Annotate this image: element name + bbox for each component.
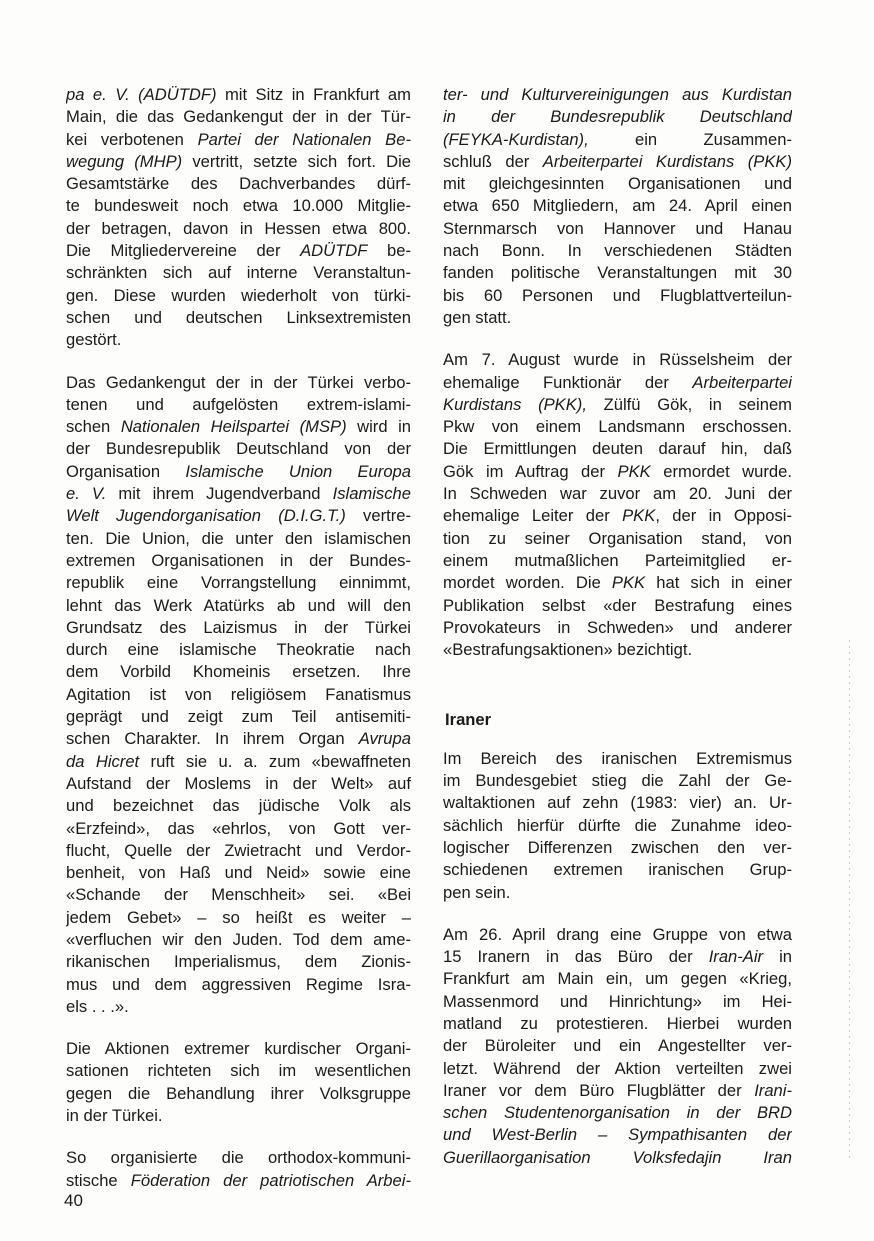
text-line: nach Bonn. In verschiedenen Städten <box>443 241 792 261</box>
paragraph-kurdische-organisationen <box>66 1038 411 1127</box>
text-line: schiedenen extremen iranischen Grup- <box>443 860 792 880</box>
text-line: republik eine Vorrangstellung einnimmt, <box>66 573 411 593</box>
text-line: «Schande der Menschheit» sei. «Bei <box>66 885 411 905</box>
text-line: gegen die Behandlung ihrer Volksgruppe <box>66 1083 411 1103</box>
text-line: «Erzfeind», das «ehrlos, von Gott ver- <box>66 818 411 838</box>
paragraph-iran-air <box>443 924 792 1169</box>
text-line: Die Aktionen extremer kurdischer Organi- <box>66 1039 411 1059</box>
text-line: stische Föderation der patriotischen Arbei- <box>66 1170 411 1190</box>
text-line: im Bundesgebiet stieg die Zahl der Ge- <box>443 771 792 791</box>
paragraph-adutdf <box>66 84 411 352</box>
text-line: els . . .». <box>66 996 129 1016</box>
text-line: kei verbotenen Partei der Nationalen Be- <box>66 129 411 149</box>
text-line: Gesamtstärke des Dachverbandes dürf- <box>66 174 411 194</box>
left-column <box>66 84 411 1192</box>
text-line: Die Mitgliedervereine der ADÜTDF be- <box>66 241 411 261</box>
text-line: Sternmarsch von Hannover und Hanau <box>443 218 792 238</box>
text-line: ten. Die Union, die unter den islamischen <box>66 528 411 548</box>
text-line: tenen und aufgelösten extrem-islami- <box>66 394 411 414</box>
text-line: Iraner vor dem Büro Flugblätter der Irani- <box>443 1080 792 1100</box>
paragraph-feyka-continued <box>443 84 792 329</box>
text-line: Massenmord und Hinrichtung» im Hei- <box>443 991 792 1011</box>
text-line: schen Studentenorganisation in der BRD <box>443 1103 792 1123</box>
text-line: bis 60 Personen und Flugblattverteilun- <box>443 285 792 305</box>
text-line: der Bundesrepublik Deutschland von der <box>66 439 411 459</box>
text-line: und bezeichnet das jüdische Volk als <box>66 796 411 816</box>
paragraph-iranischer-extremismus <box>443 748 792 904</box>
text-line: Agitation ist von religiösem Fanatismus <box>66 684 411 704</box>
text-line: gestört. <box>66 330 122 350</box>
text-line: rikanischen Imperialismus, dem Zionis- <box>66 952 411 972</box>
text-line: ehemalige Funktionär der Arbeiterpartei <box>443 372 792 392</box>
text-line: Im Bereich des iranischen Extremismus <box>443 748 792 768</box>
text-line: Das Gedankengut der in der Türkei verbo- <box>66 372 411 392</box>
text-line: mus und dem aggressiven Regime Isra- <box>66 974 411 994</box>
text-line: ter- und Kulturvereinigungen aus Kurdistan <box>443 85 792 104</box>
page-number: 40 <box>64 1191 83 1210</box>
text-line: mordet worden. Die PKK hat sich in einer <box>443 573 792 593</box>
text-line: e. V. mit ihrem Jugendverband Islamische <box>66 484 411 504</box>
text-line: schen und deutschen Linksextremisten <box>66 307 411 327</box>
paragraph-islamische-union <box>66 372 411 1019</box>
text-line: «Bestrafungsaktionen» bezichtigt. <box>443 640 693 660</box>
text-line: «verfluchen wir den Juden. Tod dem ame- <box>66 929 411 949</box>
text-line: Provokateurs in Schweden» und anderer <box>443 617 792 637</box>
text-line: schen Charakter. In ihrem Organ Avrupa <box>66 729 411 749</box>
text-line: extremen Organisationen in der Bundes- <box>66 550 411 570</box>
text-line: Am 7. August wurde in Rüsselsheim der <box>443 350 792 370</box>
text-line: So organisierte die orthodox-kommuni- <box>66 1148 411 1168</box>
text-line: pa e. V. (ADÜTDF) mit Sitz in Frankfurt am <box>66 85 411 104</box>
text-line: der betragen, davon in Hessen etwa 800. <box>66 218 411 238</box>
scan-edge-mark <box>849 640 850 1160</box>
text-line: Gök im Auftrag der PKK ermordet wurde. <box>443 461 792 481</box>
text-line: logischer Differenzen zwischen den ver- <box>443 837 792 857</box>
paragraph-feyka-start <box>66 1147 411 1192</box>
text-line: Kurdistans (PKK), Zülfü Gök, in seinem <box>443 394 792 414</box>
text-line: einem mutmaßlichen Parteimitglied er- <box>443 550 792 570</box>
text-line: Guerillaorganisation Volksfedajin Iran <box>443 1147 792 1167</box>
text-line: pen sein. <box>443 882 511 902</box>
text-line: Frankfurt am Main ein, um gegen «Krieg, <box>443 969 792 989</box>
paragraph-goek-mord <box>443 349 792 661</box>
text-line: geprägt und zeigt zum Teil antisemiti- <box>66 707 411 727</box>
text-line: und West-Berlin – Sympathisanten der <box>443 1125 792 1145</box>
text-line: benheit, von Haß und Neid» sowie eine <box>66 863 411 883</box>
right-column <box>443 84 792 1169</box>
text-line: schen Nationalen Heilspartei (MSP) wird in <box>66 417 411 437</box>
text-line: durch eine islamische Theokratie nach <box>66 640 411 660</box>
text-line: Main, die das Gedankengut der in der Tür- <box>66 107 411 127</box>
text-line: Organisation Islamische Union Europa <box>66 461 411 481</box>
text-line: der Büroleiter und ein Angestellter ver- <box>443 1036 792 1056</box>
text-line: ehemalige Leiter der PKK, der in Opposi- <box>443 506 792 526</box>
text-line: da Hicret ruft sie u. a. zum «bewaffneten <box>66 751 411 771</box>
text-line: In Schweden war zuvor am 20. Juni der <box>443 484 792 504</box>
text-line: te bundesweit noch etwa 10.000 Mitglie- <box>66 196 411 216</box>
text-line: Pkw von einem Landsmann erschossen. <box>443 417 792 437</box>
text-line: mit gleichgesinnten Organisationen und <box>443 174 792 194</box>
text-line: dem Vorbild Khomeinis ersetzen. Ihre <box>66 662 411 682</box>
text-line: Publikation selbst «der Bestrafung eines <box>443 595 792 615</box>
text-line: lehnt das Werk Atatürks ab und will den <box>66 595 411 615</box>
text-line: Aufstand der Moslems in der Welt» auf <box>66 773 411 793</box>
text-line: jedem Gebet» – so heißt es weiter – <box>66 907 411 927</box>
text-line: gen statt. <box>443 307 512 327</box>
text-line: schluß der Arbeiterpartei Kurdistans (PKK) <box>443 151 792 171</box>
text-line: fanden politische Veranstaltungen mit 30 <box>443 263 792 283</box>
text-line: 15 Iranern in das Büro der Iran-Air in <box>443 947 792 967</box>
text-line: matland zu protestieren. Hierbei wurden <box>443 1013 792 1033</box>
text-line: in der Bundesrepublik Deutschland <box>443 107 792 127</box>
section-heading-iraner: Iraner <box>445 710 492 730</box>
text-line: in der Türkei. <box>66 1106 163 1126</box>
text-line: waltaktionen auf zehn (1983: vier) an. Ur- <box>443 793 792 813</box>
text-line: Die Ermittlungen deuten darauf hin, daß <box>443 439 792 459</box>
text-line: sationen richteten sich im wesentlichen <box>66 1061 411 1081</box>
text-line: sächlich hierfür dürfte die Zunahme ideo- <box>443 815 792 835</box>
text-line: tion zu seiner Organisation stand, von <box>443 528 792 548</box>
text-line: flucht, Quelle der Zwietracht und Verdor- <box>66 840 411 860</box>
text-line: gen. Diese wurden wiederholt von türki- <box>66 285 411 305</box>
text-line: (FEYKA-Kurdistan), ein Zusammen- <box>443 129 792 149</box>
text-line: Welt Jugendorganisation (D.I.G.T.) vertre- <box>66 506 411 526</box>
text-line: etwa 650 Mitgliedern, am 24. April einen <box>443 196 792 216</box>
text-line: wegung (MHP) vertritt, setzte sich fort. Die <box>66 151 411 171</box>
text-line: Am 26. April drang eine Gruppe von etwa <box>443 924 792 944</box>
text-line: letzt. Während der Aktion verteilten zwei <box>443 1058 792 1078</box>
text-line: Grundsatz des Laizismus in der Türkei <box>66 617 411 637</box>
text-line: schränkten sich auf interne Veranstaltun- <box>66 263 411 283</box>
